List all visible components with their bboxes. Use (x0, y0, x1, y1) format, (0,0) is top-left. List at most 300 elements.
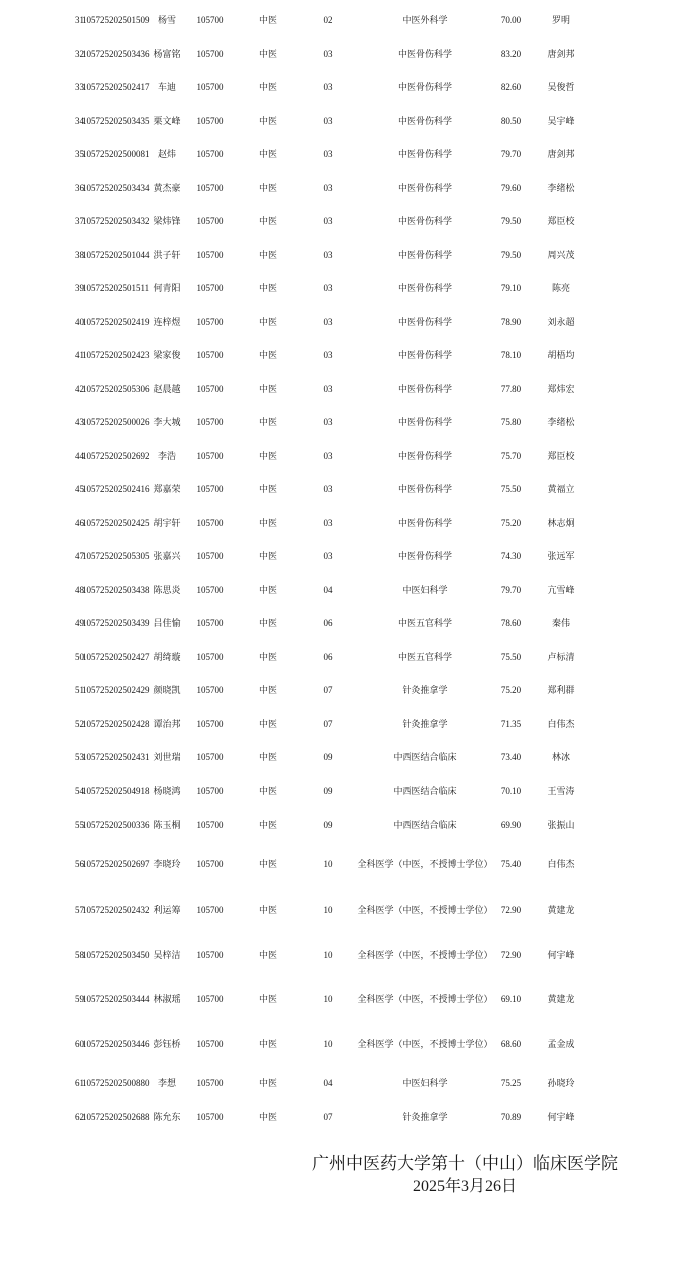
major-name: 中医五官科学 (397, 652, 452, 662)
student-name: 吴梓洁 (153, 950, 181, 960)
score: 79.60 (500, 183, 522, 193)
specialty: 中医 (258, 384, 277, 394)
table-row (0, 989, 700, 1009)
row-number: 37 (75, 216, 84, 226)
program-code: 105700 (196, 786, 224, 796)
score: 78.90 (500, 317, 522, 327)
table-row (0, 245, 700, 265)
program-code: 105700 (196, 820, 224, 830)
program-code: 105700 (196, 518, 224, 528)
exam-id: 105725202505306 (82, 384, 150, 394)
direction-code: 03 (323, 216, 333, 226)
program-code: 105700 (196, 994, 224, 1004)
exam-id: 105725202502431 (82, 752, 150, 762)
direction-code: 03 (323, 49, 333, 59)
direction-code: 06 (323, 652, 333, 662)
program-code: 105700 (196, 484, 224, 494)
student-name: 颜晓凯 (153, 685, 181, 695)
specialty: 中医 (258, 484, 277, 494)
student-name: 杨雪 (157, 15, 176, 25)
table-row (0, 1107, 700, 1127)
score: 74.30 (500, 551, 522, 561)
specialty: 中医 (258, 719, 277, 729)
institution-name: 广州中医药大学第十（中山）临床医学院 (312, 1154, 618, 1173)
student-name: 郑嘉荣 (153, 484, 181, 494)
tutor-name: 郑臣校 (547, 451, 575, 461)
exam-id: 105725202501511 (82, 283, 150, 293)
row-number: 57 (75, 905, 84, 915)
row-number: 44 (75, 451, 84, 461)
major-name: 中医五官科学 (397, 618, 452, 628)
major-name: 全科医学（中医，不授博士学位） (357, 994, 493, 1004)
tutor-name: 张远军 (547, 551, 575, 561)
tutor-name: 郑炜宏 (547, 384, 575, 394)
specialty: 中医 (258, 183, 277, 193)
major-name: 中医骨伤科学 (397, 384, 452, 394)
program-code: 105700 (196, 551, 224, 561)
program-code: 105700 (196, 1112, 224, 1122)
table-row (0, 312, 700, 332)
exam-id: 105725202502428 (82, 719, 150, 729)
exam-id: 105725202503438 (82, 585, 150, 595)
direction-code: 09 (323, 786, 333, 796)
row-number: 60 (75, 1039, 84, 1049)
exam-id: 105725202500336 (82, 820, 150, 830)
table-row (0, 446, 700, 466)
student-name: 杨晓鸿 (153, 786, 181, 796)
major-name: 全科医学（中医，不授博士学位） (357, 1039, 493, 1049)
exam-id: 105725202502697 (82, 859, 150, 869)
table-row (0, 945, 700, 965)
specialty: 中医 (258, 15, 277, 25)
exam-id: 105725202505305 (82, 551, 150, 561)
major-name: 中医骨伤科学 (397, 49, 452, 59)
specialty: 中医 (258, 518, 277, 528)
student-name: 林淑瑶 (153, 994, 181, 1004)
score: 79.50 (500, 250, 522, 260)
major-name: 中医骨伤科学 (397, 149, 452, 159)
student-name: 谭治邦 (153, 719, 181, 729)
program-code: 105700 (196, 216, 224, 226)
tutor-name: 黄建龙 (547, 994, 575, 1004)
tutor-name: 李绪松 (547, 417, 575, 427)
student-name: 梁家俊 (153, 350, 181, 360)
row-number: 45 (75, 484, 84, 494)
exam-id: 105725202503446 (82, 1039, 150, 1049)
program-code: 105700 (196, 283, 224, 293)
program-code: 105700 (196, 149, 224, 159)
score: 78.10 (500, 350, 522, 360)
program-code: 105700 (196, 451, 224, 461)
row-number: 61 (75, 1078, 84, 1088)
row-number: 39 (75, 283, 84, 293)
row-number: 38 (75, 250, 84, 260)
tutor-name: 唐剑邦 (547, 49, 575, 59)
exam-id: 105725202501509 (82, 15, 150, 25)
row-number: 35 (75, 149, 84, 159)
exam-id: 105725202503439 (82, 618, 150, 628)
specialty: 中医 (258, 250, 277, 260)
exam-id: 105725202503434 (82, 183, 150, 193)
tutor-name: 郑利群 (547, 685, 575, 695)
program-code: 105700 (196, 719, 224, 729)
exam-id: 105725202502688 (82, 1112, 150, 1122)
student-name: 黄杰豪 (153, 183, 181, 193)
score: 80.50 (500, 116, 522, 126)
program-code: 105700 (196, 384, 224, 394)
table-row (0, 144, 700, 164)
student-name: 陈玉桐 (153, 820, 181, 830)
table-row (0, 1073, 700, 1093)
tutor-name: 周兴茂 (547, 250, 575, 260)
major-name: 中医骨伤科学 (397, 518, 452, 528)
specialty: 中医 (258, 618, 277, 628)
major-name: 中医骨伤科学 (397, 216, 452, 226)
table-row (0, 10, 700, 30)
student-name: 李想 (157, 1078, 176, 1088)
direction-code: 07 (323, 719, 333, 729)
score: 79.50 (500, 216, 522, 226)
major-name: 中医骨伤科学 (397, 317, 452, 327)
tutor-name: 张振山 (547, 820, 575, 830)
direction-code: 03 (323, 149, 333, 159)
issue-date: 2025年3月26日 (412, 1178, 517, 1195)
row-number: 52 (75, 719, 84, 729)
tutor-name: 何宇峰 (547, 1112, 575, 1122)
tutor-name: 黄建龙 (547, 905, 575, 915)
table-row (0, 854, 700, 874)
major-name: 针灸推拿学 (402, 719, 448, 729)
direction-code: 06 (323, 618, 333, 628)
score: 75.50 (500, 484, 522, 494)
row-number: 33 (75, 82, 84, 92)
row-number: 32 (75, 49, 84, 59)
tutor-name: 林冰 (551, 752, 570, 762)
table-row (0, 111, 700, 131)
major-name: 中西医结合临床 (393, 820, 457, 830)
major-name: 中医妇科学 (402, 1078, 448, 1088)
program-code: 105700 (196, 1078, 224, 1088)
score: 75.70 (500, 451, 522, 461)
row-number: 51 (75, 685, 84, 695)
major-name: 中西医结合临床 (393, 786, 457, 796)
direction-code: 10 (323, 994, 333, 1004)
program-code: 105700 (196, 859, 224, 869)
major-name: 中西医结合临床 (393, 752, 457, 762)
score: 72.90 (500, 905, 522, 915)
table-row (0, 580, 700, 600)
row-number: 54 (75, 786, 84, 796)
major-name: 中医骨伤科学 (397, 82, 452, 92)
student-name: 李大城 (153, 417, 181, 427)
row-number: 59 (75, 994, 84, 1004)
direction-code: 03 (323, 250, 333, 260)
score: 69.10 (500, 994, 522, 1004)
score: 79.70 (500, 149, 522, 159)
specialty: 中医 (258, 350, 277, 360)
row-number: 41 (75, 350, 84, 360)
table-row (0, 379, 700, 399)
major-name: 全科医学（中医，不授博士学位） (357, 950, 493, 960)
score: 79.70 (500, 585, 522, 595)
exam-id: 105725202502419 (82, 317, 150, 327)
direction-code: 09 (323, 820, 333, 830)
specialty: 中医 (258, 283, 277, 293)
direction-code: 07 (323, 685, 333, 695)
table-row (0, 77, 700, 97)
exam-id: 105725202503435 (82, 116, 150, 126)
score: 68.60 (500, 1039, 522, 1049)
exam-id: 105725202503444 (82, 994, 150, 1004)
program-code: 105700 (196, 652, 224, 662)
exam-id: 105725202502432 (82, 905, 150, 915)
program-code: 105700 (196, 417, 224, 427)
specialty: 中医 (258, 216, 277, 226)
exam-id: 105725202500026 (82, 417, 150, 427)
score: 70.89 (500, 1112, 522, 1122)
major-name: 中医骨伤科学 (397, 484, 452, 494)
exam-id: 105725202502692 (82, 451, 150, 461)
program-code: 105700 (196, 905, 224, 915)
specialty: 中医 (258, 652, 277, 662)
student-name: 陈思炎 (153, 585, 181, 595)
direction-code: 04 (323, 1078, 333, 1088)
score: 82.60 (500, 82, 522, 92)
row-number: 56 (75, 859, 84, 869)
tutor-name: 陈亮 (551, 283, 570, 293)
specialty: 中医 (258, 905, 277, 915)
specialty: 中医 (258, 950, 277, 960)
table-row (0, 714, 700, 734)
score: 75.20 (500, 685, 522, 695)
score: 73.40 (500, 752, 522, 762)
tutor-name: 黄福立 (547, 484, 575, 494)
score: 78.60 (500, 618, 522, 628)
tutor-name: 孙晓玲 (547, 1078, 575, 1088)
specialty: 中医 (258, 551, 277, 561)
score: 77.80 (500, 384, 522, 394)
table-row (0, 647, 700, 667)
program-code: 105700 (196, 317, 224, 327)
table-row (0, 546, 700, 566)
table-row (0, 1034, 700, 1054)
direction-code: 03 (323, 82, 333, 92)
student-name: 杨富铭 (153, 49, 181, 59)
program-code: 105700 (196, 685, 224, 695)
tutor-name: 罗明 (551, 15, 570, 25)
direction-code: 03 (323, 451, 333, 461)
row-number: 40 (75, 317, 84, 327)
specialty: 中医 (258, 116, 277, 126)
tutor-name: 卢标清 (547, 652, 575, 662)
program-code: 105700 (196, 1039, 224, 1049)
table-row (0, 747, 700, 767)
direction-code: 10 (323, 950, 333, 960)
tutor-name: 吴宇峰 (547, 116, 575, 126)
table-row (0, 178, 700, 198)
exam-id: 105725202502427 (82, 652, 150, 662)
row-number: 42 (75, 384, 84, 394)
student-name: 车迪 (157, 82, 176, 92)
student-name: 彭钰桥 (153, 1039, 181, 1049)
tutor-name: 秦伟 (551, 618, 570, 628)
exam-id: 105725202501044 (82, 250, 150, 260)
program-code: 105700 (196, 752, 224, 762)
score: 71.35 (500, 719, 522, 729)
table-row (0, 513, 700, 533)
student-name: 赵晨越 (153, 384, 181, 394)
student-name: 洪子轩 (153, 250, 181, 260)
program-code: 105700 (196, 15, 224, 25)
major-name: 中医骨伤科学 (397, 551, 452, 561)
row-number: 49 (75, 618, 84, 628)
exam-id: 105725202503436 (82, 49, 150, 59)
program-code: 105700 (196, 116, 224, 126)
row-number: 34 (75, 116, 84, 126)
major-name: 中医骨伤科学 (397, 451, 452, 461)
major-name: 中医外科学 (402, 15, 448, 25)
table-row (0, 44, 700, 64)
direction-code: 07 (323, 1112, 333, 1122)
specialty: 中医 (258, 417, 277, 427)
score: 75.50 (500, 652, 522, 662)
specialty: 中医 (258, 1078, 277, 1088)
row-number: 36 (75, 183, 84, 193)
table-row (0, 781, 700, 801)
specialty: 中医 (258, 1112, 277, 1122)
tutor-name: 刘永超 (547, 317, 575, 327)
score: 79.10 (500, 283, 522, 293)
specialty: 中医 (258, 451, 277, 461)
table-row (0, 211, 700, 231)
direction-code: 03 (323, 317, 333, 327)
specialty: 中医 (258, 317, 277, 327)
score: 72.90 (500, 950, 522, 960)
table-row (0, 479, 700, 499)
exam-id: 105725202502423 (82, 350, 150, 360)
student-name: 李浩 (157, 451, 176, 461)
table-row (0, 412, 700, 432)
major-name: 中医妇科学 (402, 585, 448, 595)
row-number: 58 (75, 950, 84, 960)
program-code: 105700 (196, 350, 224, 360)
exam-id: 105725202502416 (82, 484, 150, 494)
score: 75.25 (500, 1078, 522, 1088)
student-name: 胡绮璇 (153, 652, 181, 662)
student-name: 何青阳 (153, 283, 181, 293)
student-name: 李晓玲 (153, 859, 181, 869)
specialty: 中医 (258, 149, 277, 159)
tutor-name: 胡梧均 (547, 350, 575, 360)
score: 70.10 (500, 786, 522, 796)
tutor-name: 孟金成 (547, 1039, 575, 1049)
direction-code: 03 (323, 116, 333, 126)
row-number: 47 (75, 551, 84, 561)
direction-code: 03 (323, 183, 333, 193)
exam-id: 105725202502425 (82, 518, 150, 528)
direction-code: 10 (323, 905, 333, 915)
tutor-name: 白伟杰 (547, 719, 575, 729)
direction-code: 10 (323, 1039, 333, 1049)
exam-id: 105725202502417 (82, 82, 150, 92)
program-code: 105700 (196, 49, 224, 59)
major-name: 中医骨伤科学 (397, 283, 452, 293)
tutor-name: 李绪松 (547, 183, 575, 193)
tutor-name: 亢雪峰 (547, 585, 575, 595)
specialty: 中医 (258, 820, 277, 830)
table-row (0, 278, 700, 298)
program-code: 105700 (196, 618, 224, 628)
direction-code: 03 (323, 518, 333, 528)
program-code: 105700 (196, 250, 224, 260)
major-name: 中医骨伤科学 (397, 116, 452, 126)
score: 69.90 (500, 820, 522, 830)
program-code: 105700 (196, 950, 224, 960)
exam-id: 105725202503450 (82, 950, 150, 960)
row-number: 46 (75, 518, 84, 528)
direction-code: 03 (323, 283, 333, 293)
major-name: 全科医学（中医，不授博士学位） (357, 859, 493, 869)
tutor-name: 郑臣校 (547, 216, 575, 226)
student-name: 陈允东 (153, 1112, 181, 1122)
specialty: 中医 (258, 994, 277, 1004)
direction-code: 04 (323, 585, 333, 595)
program-code: 105700 (196, 82, 224, 92)
row-number: 31 (75, 15, 84, 25)
major-name: 针灸推拿学 (402, 685, 448, 695)
student-name: 张嘉兴 (153, 551, 181, 561)
direction-code: 03 (323, 484, 333, 494)
row-number: 55 (75, 820, 84, 830)
table-row (0, 680, 700, 700)
direction-code: 03 (323, 350, 333, 360)
exam-id: 105725202504918 (82, 786, 150, 796)
row-number: 62 (75, 1112, 84, 1122)
direction-code: 03 (323, 417, 333, 427)
major-name: 中医骨伤科学 (397, 250, 452, 260)
table-row (0, 900, 700, 920)
row-number: 43 (75, 417, 84, 427)
student-name: 利运筹 (153, 905, 181, 915)
student-name: 刘世瑞 (153, 752, 181, 762)
student-name: 梁炜锋 (153, 216, 181, 226)
row-number: 50 (75, 652, 84, 662)
specialty: 中医 (258, 585, 277, 595)
table-row (0, 815, 700, 835)
major-name: 针灸推拿学 (402, 1112, 448, 1122)
table-row (0, 345, 700, 365)
exam-id: 105725202500880 (82, 1078, 150, 1088)
tutor-name: 王雪涛 (547, 786, 575, 796)
student-name: 赵炜 (157, 149, 176, 159)
direction-code: 02 (323, 15, 333, 25)
major-name: 全科医学（中医，不授博士学位） (357, 905, 493, 915)
row-number: 48 (75, 585, 84, 595)
exam-id: 105725202503432 (82, 216, 150, 226)
specialty: 中医 (258, 49, 277, 59)
tutor-name: 林志炯 (547, 518, 575, 528)
exam-id: 105725202502429 (82, 685, 150, 695)
direction-code: 03 (323, 551, 333, 561)
tutor-name: 白伟杰 (547, 859, 575, 869)
exam-id: 105725202500081 (82, 149, 150, 159)
major-name: 中医骨伤科学 (397, 183, 452, 193)
student-name: 连梓煜 (153, 317, 181, 327)
score: 75.80 (500, 417, 522, 427)
specialty: 中医 (258, 752, 277, 762)
specialty: 中医 (258, 859, 277, 869)
student-name: 吕佳愉 (153, 618, 181, 628)
